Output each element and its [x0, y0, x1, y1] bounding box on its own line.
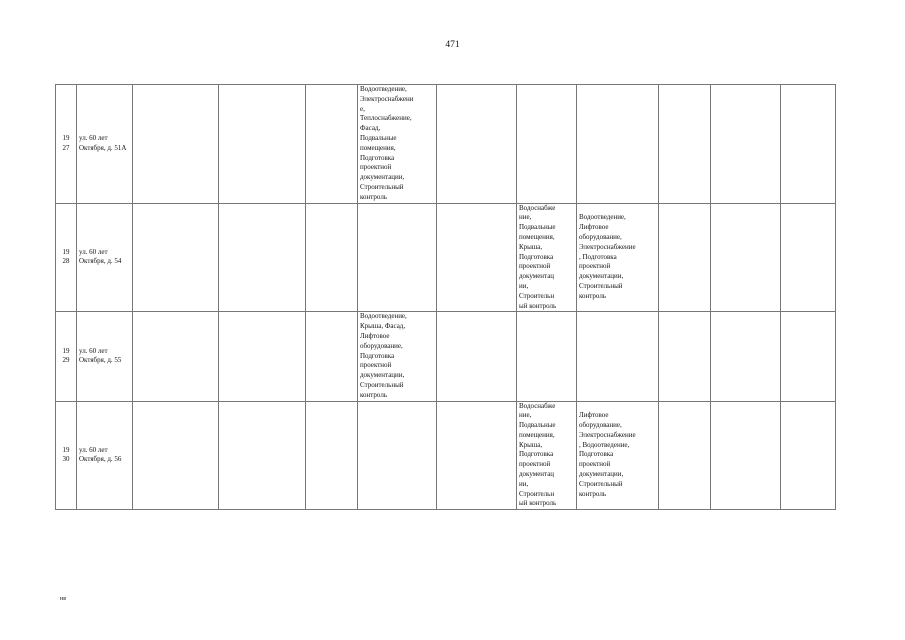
empty-cell [133, 85, 219, 204]
works-cell: Водоотведение, Лифтовое оборудование, Электроснабжение , Подготовка проектной документации, Строительный контроль [577, 203, 659, 312]
empty-cell [437, 85, 517, 204]
works-cell [517, 85, 577, 204]
row-number: 19 27 [56, 85, 77, 204]
empty-cell [781, 312, 836, 401]
table-row [56, 401, 836, 510]
footer-mark: нв [60, 596, 67, 602]
empty-cell [781, 401, 836, 510]
works-cell: Водоотведение, Электроснабжени е, Теплоснабжение, Фасад, Подвальные помещения, Подготовка проектной документации, Строительный контроль [358, 85, 437, 204]
empty-cell [711, 312, 781, 401]
works-cell [517, 312, 577, 401]
empty-cell [659, 312, 711, 401]
empty-cell [306, 203, 358, 312]
works-cell: Водоснабже ние, Подвальные помещения, Крыша, Подготовка проектной документац ии, Строительн ый контроль [517, 401, 577, 510]
works-cell [358, 203, 437, 312]
empty-cell [437, 203, 517, 312]
empty-cell [306, 401, 358, 510]
works-cell: Водоснабже ние, Подвальные помещения, Крыша, Подготовка проектной документац ии, Строительн ый контроль [517, 203, 577, 312]
empty-cell [711, 85, 781, 204]
empty-cell [659, 203, 711, 312]
empty-cell [133, 203, 219, 312]
empty-cell [437, 312, 517, 401]
works-cell [577, 85, 659, 204]
page-number: 471 [445, 40, 460, 50]
empty-cell [219, 85, 306, 204]
empty-cell [781, 85, 836, 204]
works-cell [577, 312, 659, 401]
address-cell: ул. 60 лет Октября, д. 56 [77, 401, 133, 510]
empty-cell [659, 401, 711, 510]
empty-cell [133, 312, 219, 401]
empty-cell [659, 85, 711, 204]
empty-cell [133, 401, 219, 510]
empty-cell [711, 203, 781, 312]
empty-cell [306, 85, 358, 204]
row-number: 19 30 [56, 401, 77, 510]
address-cell: ул. 60 лет Октября, д. 51А [77, 85, 133, 204]
address-cell: ул. 60 лет Октября, д. 54 [77, 203, 133, 312]
works-cell: Лифтовое оборудование, Электроснабжение , Водоотведение, Подготовка проектной документации, Строительный контроль [577, 401, 659, 510]
table-row [56, 85, 836, 204]
housing-works-table [55, 84, 836, 510]
empty-cell [219, 312, 306, 401]
works-cell: Водоотведение, Крыша, Фасад, Лифтовое оборудование, Подготовка проектной документации, Строительный контроль [358, 312, 437, 401]
table-row [56, 203, 836, 312]
row-number: 19 28 [56, 203, 77, 312]
empty-cell [306, 312, 358, 401]
empty-cell [219, 203, 306, 312]
empty-cell [781, 203, 836, 312]
table-row [56, 312, 836, 401]
row-number: 19 29 [56, 312, 77, 401]
empty-cell [219, 401, 306, 510]
empty-cell [711, 401, 781, 510]
address-cell: ул. 60 лет Октября, д. 55 [77, 312, 133, 401]
works-cell [358, 401, 437, 510]
empty-cell [437, 401, 517, 510]
